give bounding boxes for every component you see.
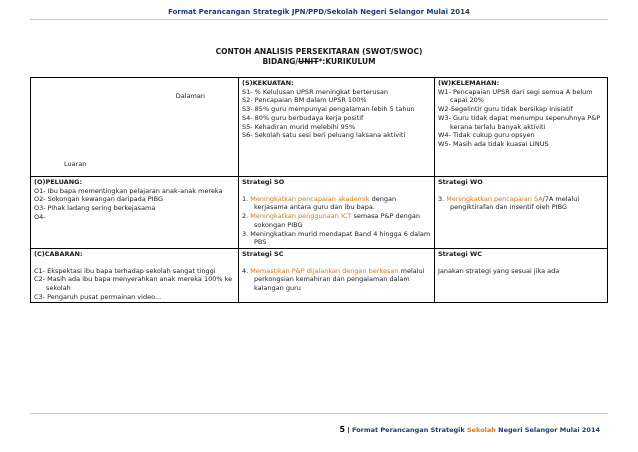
dalaman-label: Dalaman bbox=[175, 92, 205, 100]
strengths-cell bbox=[239, 78, 435, 177]
title-unit-struck: UNIT bbox=[298, 57, 319, 66]
highlight-text: Meningkatkan pencapaian akademik bbox=[250, 194, 370, 203]
list-item: W3- Guru tidak dapat menumpu sepenuhnya P&P kerana terlalu banyak aktiviti bbox=[438, 113, 601, 131]
challenges-cell bbox=[31, 248, 239, 303]
strategy-so-title: Strategi SO bbox=[242, 178, 285, 186]
page-header: Format Perancangan Strategik JPN/PPD/Sekolah Negeri Selangor Mulai 2014 bbox=[168, 8, 470, 16]
footer-divider bbox=[30, 413, 608, 414]
list-item: S5- Kehadiran murid melebihi 95% bbox=[242, 122, 356, 131]
highlight-text: Memastikan P&P dijalankan dengan berkesan bbox=[250, 266, 399, 275]
strategy-so-cell bbox=[239, 177, 435, 249]
list-item: 4. Memastikan P&P dijalankan dengan berkesan melalui perkongsian kemahiran dan pengalaman dalam kalangan guru bbox=[242, 266, 425, 293]
swot-table bbox=[30, 77, 608, 303]
title-line-1: CONTOH ANALISIS PERSEKITARAN (SWOT/SWOC) bbox=[215, 47, 423, 56]
strategy-wc-cell bbox=[435, 248, 608, 303]
opportunities-title: (O)PELUANG: bbox=[34, 178, 83, 186]
corner-cell bbox=[31, 78, 239, 177]
strengths-title: (S)KEKUATAN: bbox=[242, 79, 294, 87]
list-item: W2-Segelintir guru tidak bersikap inisiatif bbox=[438, 105, 573, 114]
list-item: 2. Meningkatkan penggunaan ICT semasa P&P dengan sokongan PIBG bbox=[242, 212, 421, 229]
title-line-2 bbox=[0, 57, 638, 67]
page-number: 5 bbox=[339, 425, 346, 434]
highlight-text: Meningkatkan penggunaan ICT bbox=[250, 212, 352, 221]
list-item: C1- Ekspektasi ibu bapa terhadap sekolah sangat tinggi bbox=[34, 266, 216, 275]
list-item: O2- Sokongan kewangan daripada PIBG bbox=[34, 195, 164, 204]
title-kurikulum: *:KURIKULUM bbox=[318, 57, 376, 66]
strategy-wo-cell bbox=[435, 177, 608, 249]
weaknesses-title: (W)KELEMAHAN: bbox=[438, 79, 500, 87]
list-item: 3. Meningkatkan murid mendapat Band 4 hingga 6 dalam PBS bbox=[242, 229, 431, 247]
strategy-sc-title: Strategi SC bbox=[242, 249, 284, 258]
highlight-text: Meningkatkan pencapaian 5A bbox=[446, 194, 543, 203]
list-item: W1- Pencapaian UPSR dari segi semua A belum capai 20% bbox=[438, 87, 593, 105]
weaknesses-cell bbox=[435, 78, 608, 177]
challenges-title: (C)CABARAN: bbox=[34, 249, 83, 258]
list-item: S3- 85% guru mempunyai pengalaman lebih 5 tahun bbox=[242, 105, 415, 114]
strategy-sc-cell bbox=[239, 248, 435, 303]
list-item: 1. Meningkatkan pencapaian akademik dengan kerjasama antara guru dan ibu bapa. bbox=[242, 194, 397, 212]
page-footer bbox=[340, 425, 600, 434]
list-item: O3- Pihak ladang sering berkejasama bbox=[34, 204, 156, 213]
list-item: W5- Masih ada tidak kuasai LINUS bbox=[438, 139, 549, 148]
footer-text-b: Negeri Selangor Mulai 2014 bbox=[495, 426, 600, 434]
footer-text-orange: Sekolah bbox=[466, 426, 496, 434]
list-item: S4- 80% guru berbudaya kerja positif bbox=[242, 113, 364, 122]
luaran-label: Luaran bbox=[64, 160, 87, 169]
document-title bbox=[0, 47, 638, 67]
list-item: S6- Sekolah satu sesi beri peluang laksana aktiviti bbox=[242, 131, 406, 140]
table-row bbox=[31, 177, 608, 249]
strategy-wc-title: Strategi WC bbox=[438, 249, 482, 258]
list-item: S2- Pencapaian BM dalam UPSR 100% bbox=[242, 96, 367, 105]
opportunities-cell bbox=[31, 177, 239, 249]
header-divider bbox=[30, 19, 608, 20]
table-row bbox=[31, 78, 608, 177]
list-item: O1- Ibu bapa mementingkan pelajaran anak-anak mereka bbox=[34, 186, 223, 195]
strategy-wo-title: Strategi WO bbox=[438, 178, 483, 186]
list-item: S1- % Kelulusan UPSR meningkat berterusan bbox=[242, 87, 389, 96]
list-item: Janakan strategi yang sesuai jika ada bbox=[438, 266, 560, 275]
list-item: O4- bbox=[34, 212, 46, 221]
footer-text-a: Format Perancangan Strategik bbox=[352, 426, 467, 434]
table-row bbox=[31, 248, 608, 303]
list-item: W4- Tidak cukup guru opsyen bbox=[438, 131, 535, 140]
title-bidang: BIDANG/ bbox=[262, 57, 299, 66]
list-item: C3- Pengaruh pusat permainan video... bbox=[34, 292, 162, 301]
list-item: C2- Masih ada ibu bapa menyerahkan anak mereka 100% ke sekolah bbox=[34, 275, 233, 293]
footer-separator: | bbox=[345, 426, 353, 434]
list-item: 3. Meningkatkan pencapaian 5A/7A melalui pengiktirafan dan insentif oleh PIBG bbox=[438, 194, 580, 212]
